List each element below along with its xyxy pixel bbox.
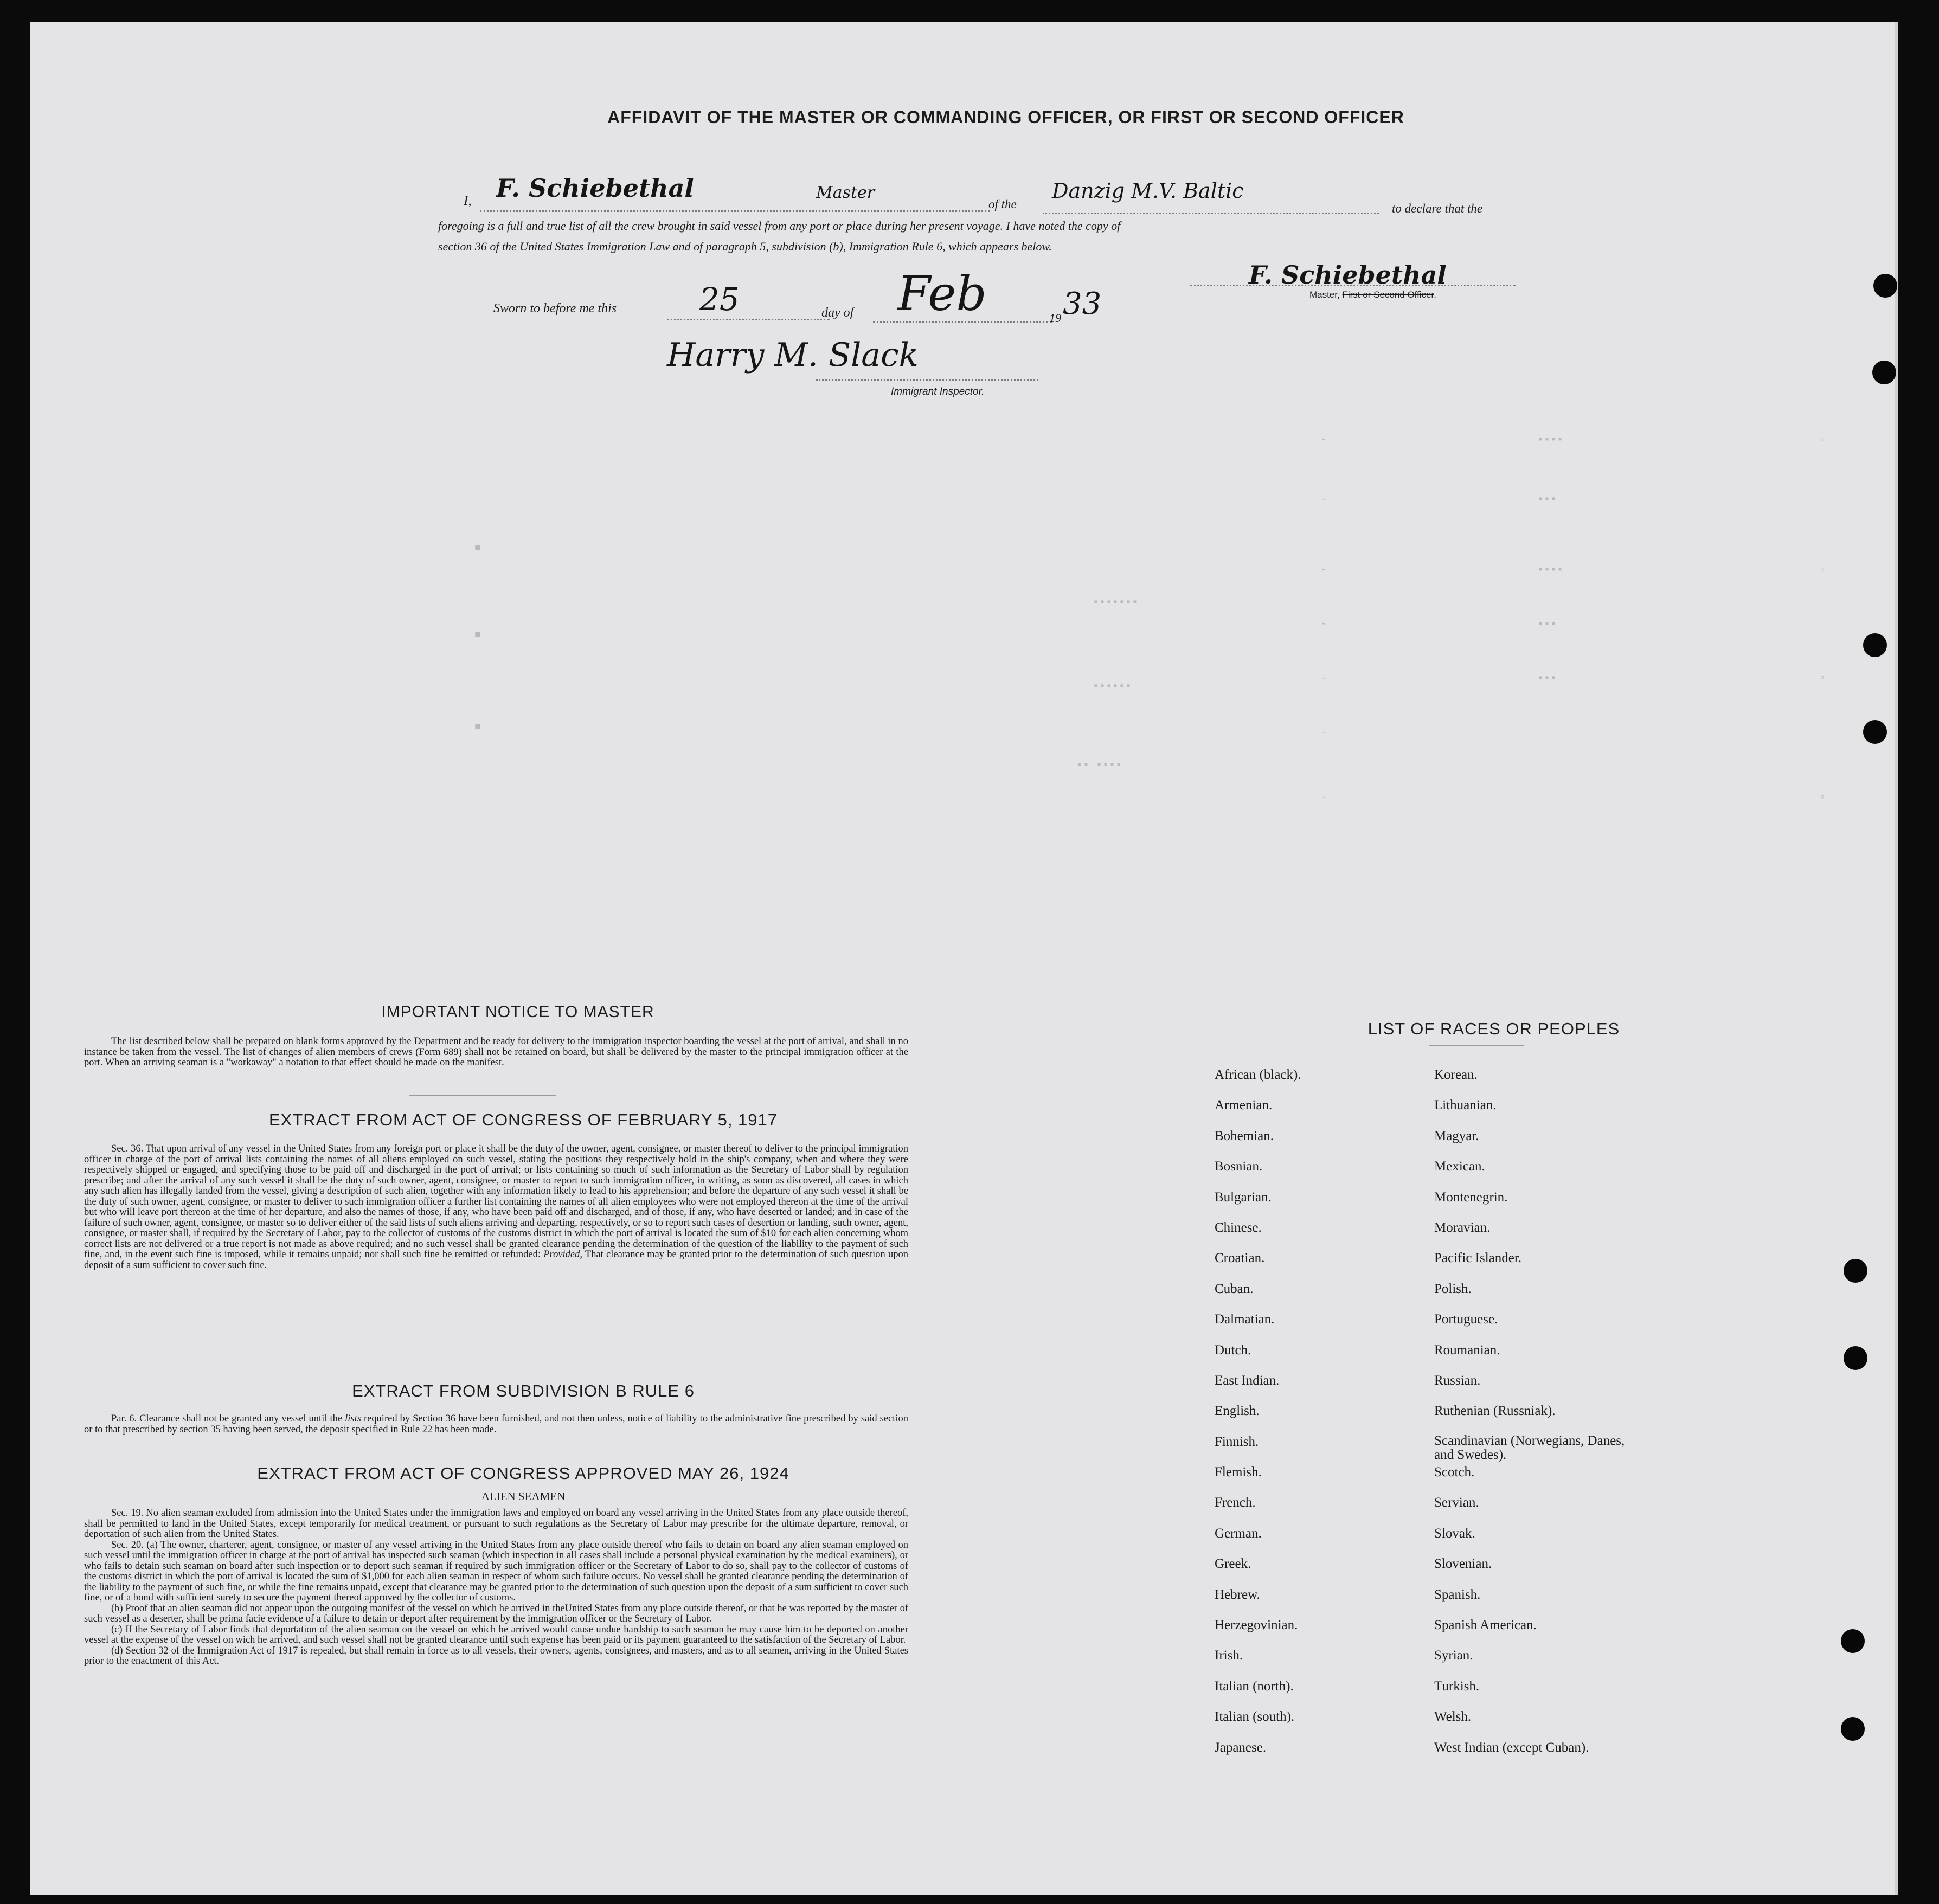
race-item: Roumanian. bbox=[1434, 1342, 1500, 1358]
race-item: East Indian. bbox=[1215, 1373, 1280, 1388]
race-item: Slovenian. bbox=[1434, 1556, 1492, 1572]
race-item: Bohemian. bbox=[1215, 1128, 1274, 1143]
notice-text: The list described below shall be prepared on blank forms approved by the Department and be ready for delivery to the immigration inspector boarding the vessel at the port of arrival, and shall in no instance be taken from the vessel. The list of changes of alien members of crews (Form 689) shall not be retained on board, but shall be delivered by the master to the principal immigration officer at the port. When an arriving seaman is a "workaway" a notation to that effect should be made on the manifest. bbox=[84, 1036, 908, 1068]
extract-1924-heading: EXTRACT FROM ACT OF CONGRESS APPROVED MAY 26, 1924 bbox=[257, 1464, 789, 1483]
race-item: Flemish. bbox=[1215, 1465, 1262, 1480]
sworn-prefix: Sworn to before me this bbox=[493, 301, 617, 316]
day-of-label: day of bbox=[821, 306, 854, 320]
race-item: Korean. bbox=[1434, 1067, 1478, 1082]
race-item: Cuban. bbox=[1215, 1281, 1254, 1296]
extract-1917-heading: EXTRACT FROM ACT OF CONGRESS OF FEBRUARY 5, 1917 bbox=[268, 1110, 778, 1129]
document-page: AFFIDAVIT OF THE MASTER OR COMMANDING OFFICER, OR FIRST OR SECOND OFFICER I, F. Schiebethal Master of the Danzig M.V. Baltic to declare that the foregoing is a full and true list of all the crew brought in said vessel from any port or place during her present voyage. I have noted the copy of section 36 of the United States Immigration Law and of paragraph 5, subdivision (b), Immigration Rule 6, which appears below. F. Schiebethal Master, First or Second Officer. Sworn to before me this 25 day of Feb 19 33 Harry M. Slack Immigrant Inspector. - ▪▪▪▪ - ▪▪▪ - ▪▪▪▪ - ▪▪▪ - ▪▪▪ - - ▪▪ ▪▪▪▪ ▪▪▪▪▪▪▪ ▪▪▪▪▪▪ ▫ ▫ ▫ ▫ ■ ■ ■ IMPORTANT NOTICE TO MASTER The list described below shall be prepared on blank forms approved by the Department and be ready for delivery to the immigration inspector boarding the vessel at the port of arrival, and shall in no instance be taken from the vessel. The list of changes of alien members of crews (Form 689) shall not be retained on board, but shall be delivered by the master to the principal immigration officer at the port. When an arriving seaman is a "workaway" a notation to that effect should be made on the manifest. EXTRACT FROM ACT OF CONGRESS OF FEBRUARY 5, 1917 Sec. 36. That upon arrival of any vessel in the United States from any foreign port or place it shall be the duty of the owner, agent, consignee, or master thereof to deliver to the principal immigration officer in charge of the port of arrival lists containing the names of all aliens employed on such vessel, stating the positions they respectively hold in the ship's company, when and where they were respectively shipped or engaged, and specifying those to be paid off and discharged in the port of arrival; or lists containing so much of such information as the Secretary of Labor shall by regulation prescribe; and after the arrival of any such vessel it shall be the duty of such owner, agent, consignee, or master to report to such immigration officer, in writing, as soon as discovered, all cases in which any such alien has illegally landed from the vessel, giving a description of such alien, together with any information likely to lead to his apprehension; and before the departure of any such vessel it shall be the duty of such owner, agent, consignee, or master to deliver to such immigration officer a further list containing the names of all alien employees who were not employed thereon at the time of the arrival but who will leave port thereon at the time of her departure, and also the names of those, if any, who have been paid off and discharged, and of those, if any, who have deserted or landed; and in case of the failure of such owner, agent, consignee, or master so to deliver either of the said lists of such aliens arriving and departing, respectively, or so to report such cases of desertion or landing, such owner, agent, consignee, or master shall, if required by the Secretary of Labor, pay to the collector of customs of the customs district in which the port of arrival is located the sum of $10 for each alien concerning whom correct lists are not delivered or a true report is not made as above required; and no such vessel shall be granted clearance pending the determination of the question of the liability to the payment of such fine, and, in the event such fine is imposed, while it remains unpaid; nor shall such fine be remitted or refunded: Provided, That clearance may be granted prior to the determination of such question upon deposit of a sum sufficient to cover such fine. EXTRACT FROM SUBDIVISION B RULE 6 Par. 6. Clearance shall not be granted any vessel until the lists required by Section 36 have been furnished, and not then unless, notice of liability to the administrative fine prescribed by said section or to that prescribed by section 35 having been served, the deposit specified in Rule 22 has been made. EXTRACT FROM ACT OF CONGRESS APPROVED MAY 26, 1924 ALIEN SEAMEN Sec. 19. No alien seaman excluded from admission into the United States under the immigration laws and employed on board any vessel arriving in the United States from any place outside thereof, shall be permitted to land in the United States, except temporarily for medical treatment, or pursuant to such regulations as the Secretary of Labor may prescribe for the ultimate departure, removal, or deportation of such alien from the United States. Sec. 20. (a) The owner, charterer, agent, consignee, or master of any vessel arriving in the United States from any place outside thereof who fails to detain on board any alien seaman employed on such vessel until the immigration officer in charge at the port of arrival has inspected such seaman (which inspection in all cases shall include a personal physical examination by the medical examiners), or who fails to detain such seaman on board after such inspection or to deport such seaman if required by such immigration officer or the Secretary of Labor to do so, shall pay to the collector of customs of the customs district in which the port of arrival is located the sum of $1,000 for each alien seaman in respect of whom such failure occurs. No vessel shall be granted clearance pending the determination of the liability to the payment of such fine, or while the fine remains unpaid, except that clearance may be granted prior to the determination of such question upon the deposit of a sum sufficient to cover such fine, or of a bond with sufficient surety to secure the payment thereof approved by the collector of customs. (b) Proof that an alien seaman did not appear upon the outgoing manifest of the vessel on which he arrived in theUnited States from any place outside thereof, or that he was reported by the master of such vessel as a deserter, shall be prima facie evidence of a failure to detain or deport after requirement by the immigration officer or the Secretary of Labor. (c) If the Secretary of Labor finds that deportation of the alien seaman on the vessel on which he arrived would cause undue hardship to such seaman he may cause him to be deported on another vessel at the expense of the vessel on wich he arrived, and such vessel shall not be granted clearance until such expense has been paid or its payment guaranteed to the satisfaction of the Secretary of Labor. (d) Section 32 of the Immigration Act of 1917 is repealed, but shall remain in force as to all vessels, their owners, agents, consignees, and masters, and as to all seamen, arriving in the United States prior to the enactment of this Act. LIST OF RACES OR PEOPLES African (black). Armenian. Bohemian. Bosnian. Bulgarian. Chinese. Croatian. Cuban. Dalmatian. Dutch. East Indian. English. Finnish. Flemish. French. German. Greek. Hebrew. Herzegovinian. Irish. Italian (north). Italian (south). Japanese. Korean. Lithuanian. Magyar. Mexican. Montenegrin. Moravian. Pacific Islander. Polish. Portuguese. Roumanian. Russian. Ruthenian (Russniak). Scandinavian (Norwegians, Danes, and Swedes). Scotch. Servian. Slovak. Slovenian. Spanish. Spanish American. Syrian. Turkish. Welsh. West Indian (except Cuban). bbox=[30, 22, 1898, 1895]
race-item: Lithuanian. bbox=[1434, 1098, 1497, 1113]
punch-hole bbox=[1873, 274, 1897, 298]
affidavit-i-prefix: I, bbox=[464, 194, 472, 208]
race-item: Pacific Islander. bbox=[1434, 1251, 1522, 1266]
race-item: West Indian (except Cuban). bbox=[1434, 1740, 1589, 1755]
master-signature: F. Schiebethal bbox=[1249, 260, 1447, 290]
race-item: Syrian. bbox=[1434, 1648, 1473, 1663]
punch-hole bbox=[1841, 1717, 1865, 1741]
race-item: Croatian. bbox=[1215, 1251, 1265, 1266]
of-the-label: of the bbox=[988, 197, 1017, 211]
extract-1917-text: Sec. 36. That upon arrival of any vessel in the United States from any foreign port or place it shall be the duty of the owner, agent, consignee, or master thereof to deliver to the principal immigration officer in charge of the port of arrival lists containing the names of all aliens employed on such vessel, stating the positions they respectively hold in the ship's company, when and where they were respectively shipped or engaged, and specifying those to be paid off and discharged in the port of arrival; or lists containing so much of such information as the Secretary of Labor shall by regulation prescribe; and after the arrival of any such vessel it shall be the duty of such owner, agent, consignee, or master to report to such immigration officer, in writing, as soon as discovered, all cases in which any such alien has illegally landed from the vessel, giving a description of such alien, together with any information likely to lead to his apprehension; and before the departure of any such vessel it shall be the duty of such owner, agent, consignee, or master to deliver to such immigration officer a further list containing the names of all alien employees who were not employed thereon at the time of the arrival but who will leave port thereon at the time of her departure, and also the names of those, if any, who have been paid off and discharged, and of those, if any, who have deserted or landed; and in case of the failure of such owner, agent, consignee, or master so to deliver either of the said lists of such aliens arriving and departing, respectively, or so to report such cases of desertion or landing, such owner, agent, consignee, or master shall, if required by the Secretary of Labor, pay to the collector of customs of the customs district in which the port of arrival is located the sum of $10 for each alien concerning whom correct lists are not delivered or a true report is not made as above required; and no such vessel shall be granted clearance pending the determination of the question of the liability to the payment of such fine, and, in the event such fine is imposed, while it remains unpaid; nor shall such fine be remitted or refunded: Provided, That clearance may be granted prior to the determination of such question upon deposit of a sum sufficient to cover such fine. bbox=[84, 1143, 909, 1271]
race-item: Moravian. bbox=[1434, 1220, 1491, 1235]
race-item: Welsh. bbox=[1434, 1709, 1472, 1725]
races-left-column bbox=[1215, 1067, 1431, 1770]
race-item: Spanish. bbox=[1434, 1587, 1481, 1602]
extract-1924-subheading: ALIEN SEAMEN bbox=[481, 1490, 566, 1503]
inspector-caption: Immigrant Inspector. bbox=[891, 386, 985, 397]
inspector-signature: Harry M. Slack bbox=[667, 336, 919, 374]
race-item: Herzegovinian. bbox=[1215, 1618, 1298, 1633]
affidavit-line-3: section 36 of the United States Immigration Law and of paragraph 5, subdivision (b), Immigration Rule 6, which appears below. bbox=[438, 240, 1052, 253]
race-item: Ruthenian (Russniak). bbox=[1434, 1404, 1556, 1419]
to-declare-label: to declare that the bbox=[1392, 202, 1483, 215]
race-item: Montenegrin. bbox=[1434, 1189, 1508, 1205]
year-handwriting: 33 bbox=[1063, 286, 1102, 321]
extract-1924-paragraph: (b) Proof that an alien seaman did not appear upon the outgoing manifest of the vessel on which he arrived in theUnited States from any place outside thereof, or that he was reported by the master of such vessel as a deserter, shall be prima facie evidence of a failure to detain or deport after requirement by the immigration officer or the Secretary of Labor. bbox=[84, 1603, 908, 1624]
race-item: Irish. bbox=[1215, 1648, 1243, 1663]
race-item: German. bbox=[1215, 1526, 1262, 1541]
sworn-month-handwriting: Feb bbox=[897, 266, 987, 321]
race-item: Bulgarian. bbox=[1215, 1189, 1272, 1205]
master-name-handwriting: F. Schiebethal bbox=[496, 173, 694, 203]
race-item: Dalmatian. bbox=[1215, 1312, 1275, 1327]
year-prefix: 19 bbox=[1049, 311, 1061, 325]
race-item: Armenian. bbox=[1215, 1098, 1273, 1113]
race-item: Hebrew. bbox=[1215, 1587, 1260, 1602]
punch-hole bbox=[1844, 1259, 1867, 1283]
race-item: Mexican. bbox=[1434, 1159, 1485, 1174]
race-item: Russian. bbox=[1434, 1373, 1481, 1388]
race-item: Greek. bbox=[1215, 1556, 1251, 1572]
race-item: Italian (north). bbox=[1215, 1678, 1294, 1694]
punch-hole bbox=[1863, 633, 1887, 657]
race-item: Portuguese. bbox=[1434, 1312, 1498, 1327]
race-item: Chinese. bbox=[1215, 1220, 1262, 1235]
extract-1924-paragraph: Sec. 19. No alien seaman excluded from admission into the United States under the immigration laws and employed on board any vessel arriving in the United States from any place outside thereof, shall be permitted to land in the United States, except temporarily for medical treatment, or pursuant to such regulations as the Secretary of Labor may prescribe for the ultimate departure, removal, or deportation of such alien from the United States. bbox=[84, 1508, 908, 1540]
rank-handwriting: Master bbox=[816, 183, 875, 202]
race-item: Bosnian. bbox=[1215, 1159, 1263, 1174]
race-item: Scandinavian (Norwegians, Danes, and Swedes). bbox=[1434, 1433, 1625, 1462]
race-item: Scotch. bbox=[1434, 1465, 1475, 1480]
struck-officer-text: First or Second Officer bbox=[1342, 290, 1434, 300]
race-item: Slovak. bbox=[1434, 1526, 1475, 1541]
affidavit-heading: AFFIDAVIT OF THE MASTER OR COMMANDING OFFICER, OR FIRST OR SECOND OFFICER bbox=[607, 107, 1404, 127]
race-item: Spanish American. bbox=[1434, 1618, 1537, 1633]
race-item: Japanese. bbox=[1215, 1740, 1267, 1755]
race-item: Polish. bbox=[1434, 1281, 1472, 1296]
races-heading: LIST OF RACES OR PEOPLES bbox=[1367, 1019, 1620, 1038]
race-item: French. bbox=[1215, 1495, 1256, 1510]
race-item: English. bbox=[1215, 1404, 1260, 1419]
notice-heading: IMPORTANT NOTICE TO MASTER bbox=[381, 1003, 654, 1021]
punch-hole bbox=[1863, 720, 1887, 744]
race-item: Turkish. bbox=[1434, 1678, 1480, 1694]
divider bbox=[1429, 1045, 1524, 1046]
extract-1924-paragraph: (d) Section 32 of the Immigration Act of 1917 is repealed, but shall remain in force as to all vessels, their owners, agents, consignees, and masters, and as to all seamen, arriving in the United States prior to the enactment of this Act. bbox=[84, 1645, 908, 1667]
punch-hole bbox=[1844, 1346, 1867, 1370]
extract-rule6-text: Par. 6. Clearance shall not be granted any vessel until the lists required by Section 36 have been furnished, and not then unless, notice of liability to the administrative fine prescribed by said section or to that prescribed by section 35 having been served, the deposit specified in Rule 22 has been made. bbox=[84, 1413, 909, 1435]
extract-rule6-heading: EXTRACT FROM SUBDIVISION B RULE 6 bbox=[352, 1381, 695, 1400]
race-item: Magyar. bbox=[1434, 1128, 1479, 1143]
extract-1924-paragraph: Sec. 20. (a) The owner, charterer, agent, consignee, or master of any vessel arriving in the United States from any place outside thereof who fails to detain on board any alien seaman employed on such vessel until the immigration officer in charge at the port of arrival has inspected such seaman (which inspection in all cases shall include a personal physical examination by the medical examiners), or who fails to detain such seaman on board after such inspection or to deport such seaman if required by such immigration officer or the Secretary of Labor to do so, shall pay to the collector of customs of the customs district in which the port of arrival is located the sum of $1,000 for each alien seaman in respect of whom such failure occurs. No vessel shall be granted clearance pending the determination of the liability to the payment of such fine, or while the fine remains unpaid, except that clearance may be granted prior to the determination of such question upon the deposit of a sum sufficient to cover such fine, or of a bond with sufficient surety to secure the payment thereof approved by the collector of customs. bbox=[84, 1539, 908, 1603]
extract-1924-paragraph: (c) If the Secretary of Labor finds that deportation of the alien seaman on the vessel on which he arrived would cause undue hardship to such seaman he may cause him to be deported on another vessel at the expense of the vessel on wich he arrived, and such vessel shall not be granted clearance until such expense has been paid or its payment guaranteed to the satisfaction of the Secretary of Labor. bbox=[84, 1624, 908, 1645]
punch-hole bbox=[1841, 1629, 1865, 1653]
signature-caption: Master, First or Second Officer. bbox=[1309, 290, 1437, 300]
affidavit-line-2: foregoing is a full and true list of all the crew brought in said vessel from any port or place during her present voyage. I have noted the copy of bbox=[438, 219, 1121, 233]
race-item: Italian (south). bbox=[1215, 1709, 1295, 1725]
race-item: Dutch. bbox=[1215, 1342, 1251, 1358]
punch-hole bbox=[1872, 361, 1896, 384]
sworn-day-handwriting: 25 bbox=[699, 281, 740, 318]
race-item: Finnish. bbox=[1215, 1434, 1259, 1449]
extract-1924-body bbox=[84, 1508, 908, 1667]
races-right-column bbox=[1434, 1067, 1694, 1770]
race-item: African (black). bbox=[1215, 1067, 1301, 1082]
race-item: Servian. bbox=[1434, 1495, 1479, 1510]
vessel-name-handwriting: Danzig M.V. Baltic bbox=[1052, 179, 1244, 203]
divider bbox=[409, 1095, 556, 1096]
